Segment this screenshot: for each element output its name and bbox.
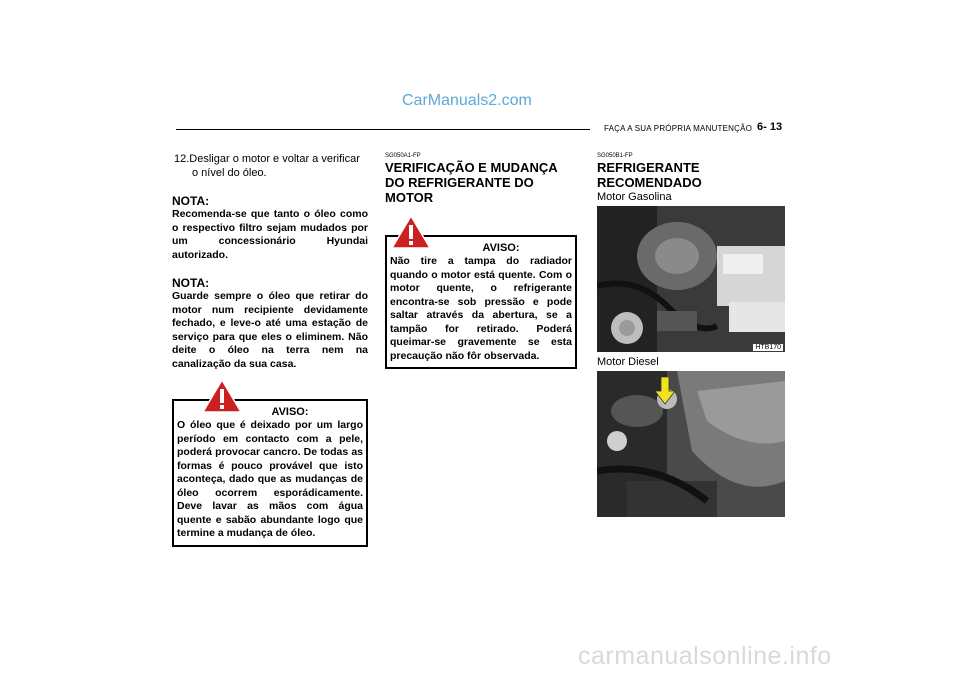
- nota-1-title: NOTA:: [172, 194, 210, 208]
- step-12: 12.Desligar o motor e voltar a verificar o nível do óleo.: [174, 153, 360, 179]
- nota-2-body: Guarde sempre o óleo que retirar do motor num recipiente devidamente fechado, e leve-o até uma estação de serviço para que eles o eliminem. Não deite o óleo na terra nem na canalização da sua casa.: [172, 290, 368, 370]
- photo-label-htb170: HTB170: [755, 344, 781, 351]
- warning-triangle-icon: [391, 215, 431, 249]
- coolant-warning-title: AVISO:: [482, 242, 520, 254]
- section-code-b: SG050B1-FP: [597, 153, 633, 159]
- header-rule: [176, 129, 590, 130]
- arrow-down-icon: [655, 377, 675, 405]
- photo-diesel-engine: [597, 371, 785, 517]
- nota-2-title: NOTA:: [172, 276, 210, 290]
- subtitle-diesel: Motor Diesel: [597, 356, 659, 368]
- column-middle: [385, 152, 577, 369]
- warning-triangle-icon: [202, 379, 242, 413]
- oil-warning-box: [172, 399, 368, 547]
- oil-warning-title: AVISO:: [271, 406, 309, 418]
- coolant-warning-box: [385, 235, 577, 369]
- watermark-top[interactable]: CarManuals2.com: [402, 92, 532, 109]
- section-title-recommended-coolant: REFRIGERANTE RECOMENDADO: [597, 160, 702, 190]
- oil-warning-body: O óleo que é deixado por um largo período em contacto com a pele, poderá provocar cancro. De todas as formas é pouco provável que isto aconteça, dado que as mudanças de óleo ocorrem esporádicamente. Deve lavar as mãos com água quente e sabão abundante logo que termine a mudança de óleo.: [177, 419, 363, 539]
- section-title-coolant-check: VERIFICAÇÃO E MUDANÇA DO REFRIGERANTE DO MOTOR: [385, 160, 558, 205]
- engine-illustration-diesel: [597, 371, 785, 517]
- column-right: [597, 152, 787, 517]
- nota-1-body: Recomenda-se que tanto o óleo como o respectivo filtro sejam mudados por um concessionário Hyundai autorizado.: [172, 208, 368, 261]
- coolant-warning-body: Não tire a tampa do radiador quando o motor está quente. Com o motor quente, o refrigerante encontra-se sob pressão e pode saltar através da abertura, se a tampão for retirado. Poderá queimar-se gravemente se esta precaução não fôr observada.: [390, 255, 572, 362]
- column-left: [172, 152, 368, 547]
- photo-gasoline-engine: [597, 206, 785, 352]
- section-code-a: SG050A1-FP: [385, 153, 421, 159]
- page-number: 6- 13: [757, 121, 783, 133]
- header-section: FAÇA A SUA PRÓPRIA MANUTENÇÃO: [604, 124, 753, 133]
- engine-illustration: [597, 206, 785, 352]
- subtitle-gasoline: Motor Gasolina: [597, 191, 672, 203]
- watermark-bottom[interactable]: carmanualsonline.info: [578, 642, 832, 670]
